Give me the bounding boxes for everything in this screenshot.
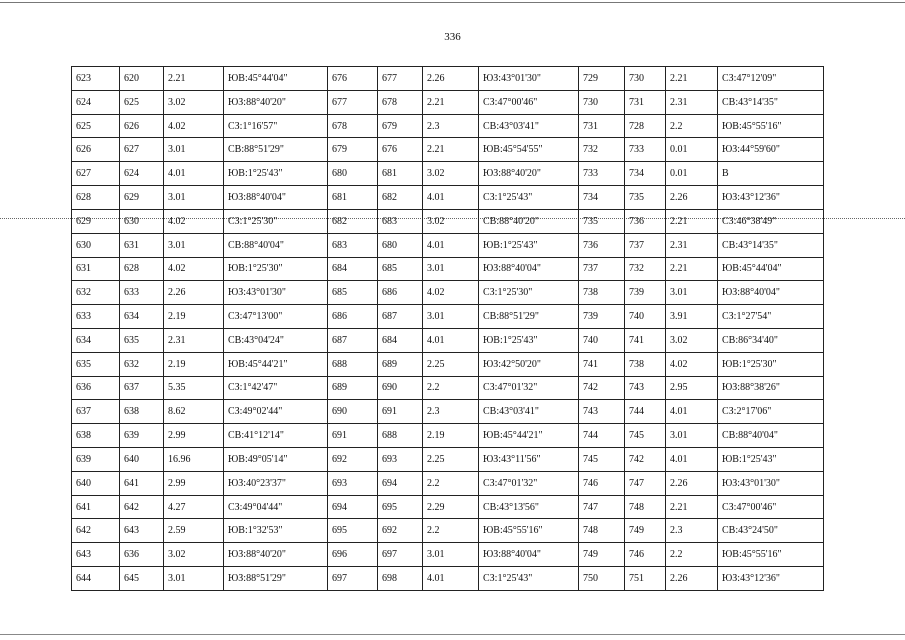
table-row — [72, 257, 824, 281]
table-cell: ЮЗ:43°11'56" — [479, 448, 579, 472]
table-cell: 626 — [120, 114, 164, 138]
table-cell: СЗ:2°17'06" — [718, 400, 824, 424]
table-cell: 728 — [625, 114, 666, 138]
table-cell: 683 — [328, 233, 378, 257]
table-cell: ЮЗ:43°01'30" — [479, 67, 579, 91]
table-cell: 3.01 — [666, 424, 718, 448]
table-cell: 4.01 — [666, 448, 718, 472]
table-cell: 2.99 — [164, 471, 224, 495]
table-cell: 4.02 — [423, 281, 479, 305]
table-cell: 3.01 — [164, 138, 224, 162]
table-cell: ЮЗ:88°51'29" — [224, 567, 328, 591]
page-number: 336 — [444, 31, 461, 43]
table-row — [72, 424, 824, 448]
table-cell: 731 — [579, 114, 625, 138]
table-cell: ЮВ:1°25'30" — [718, 352, 824, 376]
table-row — [72, 138, 824, 162]
table-cell: 637 — [120, 376, 164, 400]
table-cell: 678 — [328, 114, 378, 138]
table-cell: 634 — [120, 305, 164, 329]
table-cell: 644 — [72, 567, 120, 591]
table-cell: ЮВ:45°55'16" — [479, 519, 579, 543]
table-cell: 643 — [72, 543, 120, 567]
table-cell: 2.26 — [164, 281, 224, 305]
table-cell: 2.19 — [423, 424, 479, 448]
table-cell: СВ:88°40'04" — [224, 233, 328, 257]
table-cell: 4.02 — [164, 114, 224, 138]
table-cell: 695 — [328, 519, 378, 543]
table-cell: 3.01 — [164, 186, 224, 210]
table-cell: ЮЗ:88°40'04" — [479, 543, 579, 567]
table-cell: 683 — [378, 209, 423, 233]
table-cell: 642 — [120, 495, 164, 519]
table-cell: В — [718, 162, 824, 186]
table-cell: 3.01 — [666, 281, 718, 305]
table-cell: 738 — [625, 352, 666, 376]
table-cell: СЗ:1°25'43" — [479, 186, 579, 210]
table-cell: 747 — [625, 471, 666, 495]
table-cell: 4.02 — [164, 209, 224, 233]
table-cell: 635 — [120, 328, 164, 352]
table-cell: 2.21 — [164, 67, 224, 91]
table-row — [72, 305, 824, 329]
table-cell: СЗ:1°25'30" — [479, 281, 579, 305]
table-row — [72, 114, 824, 138]
table-cell: 2.21 — [666, 257, 718, 281]
table-cell: 744 — [625, 400, 666, 424]
table-cell: 692 — [328, 448, 378, 472]
table-cell: 16.96 — [164, 448, 224, 472]
table-cell: ЮВ:1°25'43" — [224, 162, 328, 186]
table-row — [72, 328, 824, 352]
table-cell: 677 — [378, 67, 423, 91]
table-cell: ЮЗ:42°50'20" — [479, 352, 579, 376]
table-cell: 734 — [625, 162, 666, 186]
table-cell: 741 — [579, 352, 625, 376]
table-cell: 0.01 — [666, 138, 718, 162]
table-cell: СЗ:47°12'09" — [718, 67, 824, 91]
table-cell: 687 — [378, 305, 423, 329]
table-cell: 750 — [579, 567, 625, 591]
table-cell: СВ:43°24'50" — [718, 519, 824, 543]
table-cell: СВ:43°14'35" — [718, 233, 824, 257]
table-cell: ЮВ:45°44'21" — [224, 352, 328, 376]
table-cell: 741 — [625, 328, 666, 352]
table-cell: СЗ:49°04'44" — [224, 495, 328, 519]
table-cell: ЮВ:1°25'43" — [718, 448, 824, 472]
table-row — [72, 495, 824, 519]
table-cell: 4.02 — [666, 352, 718, 376]
scan-bottom-edge — [0, 634, 905, 635]
table-cell: 681 — [328, 186, 378, 210]
table-cell: 2.26 — [423, 67, 479, 91]
table-cell: 733 — [579, 162, 625, 186]
table-cell: СЗ:1°25'30" — [224, 209, 328, 233]
table-cell: 690 — [378, 376, 423, 400]
table-cell: 686 — [328, 305, 378, 329]
table-cell: СЗ:47°13'00" — [224, 305, 328, 329]
table-cell: СВ:43°14'35" — [718, 90, 824, 114]
table-row — [72, 471, 824, 495]
table-cell: 687 — [328, 328, 378, 352]
table-cell: 4.01 — [423, 233, 479, 257]
table-cell: 697 — [328, 567, 378, 591]
table-cell: 4.01 — [666, 400, 718, 424]
table-cell: 2.31 — [666, 233, 718, 257]
table-cell: 0.01 — [666, 162, 718, 186]
table-cell: 639 — [72, 448, 120, 472]
table-cell: СВ:43°04'24" — [224, 328, 328, 352]
table-cell: 629 — [120, 186, 164, 210]
table-cell: 639 — [120, 424, 164, 448]
table-cell: 4.01 — [423, 567, 479, 591]
table-cell: ЮЗ:44°59'60" — [718, 138, 824, 162]
table-cell: 693 — [328, 471, 378, 495]
table-cell: 624 — [120, 162, 164, 186]
table-cell: 731 — [625, 90, 666, 114]
table-cell: 746 — [579, 471, 625, 495]
table-cell: 743 — [625, 376, 666, 400]
table-cell: 749 — [625, 519, 666, 543]
table-cell: 641 — [120, 471, 164, 495]
table-cell: 749 — [579, 543, 625, 567]
table-cell: 625 — [120, 90, 164, 114]
table-cell: 732 — [625, 257, 666, 281]
table-cell: ЮВ:1°25'43" — [479, 233, 579, 257]
table-cell: 637 — [72, 400, 120, 424]
table-cell: 2.26 — [666, 567, 718, 591]
table-cell: 2.3 — [666, 519, 718, 543]
table-cell: 684 — [378, 328, 423, 352]
table-cell: 2.21 — [423, 90, 479, 114]
table-cell: 640 — [72, 471, 120, 495]
table-cell: ЮВ:45°44'04" — [224, 67, 328, 91]
table-cell: 2.19 — [164, 305, 224, 329]
table-cell: 638 — [72, 424, 120, 448]
table-cell: ЮВ:1°25'43" — [479, 328, 579, 352]
table-cell: 730 — [625, 67, 666, 91]
table-cell: 698 — [378, 567, 423, 591]
table-cell: 631 — [72, 257, 120, 281]
table-cell: ЮВ:45°54'55" — [479, 138, 579, 162]
table-cell: 690 — [328, 400, 378, 424]
table-cell: 2.19 — [164, 352, 224, 376]
table-cell: 628 — [72, 186, 120, 210]
table-cell: 746 — [625, 543, 666, 567]
table-cell: 2.31 — [666, 90, 718, 114]
scan-top-edge — [0, 2, 905, 3]
table-row — [72, 376, 824, 400]
table-cell: СЗ:49°02'44" — [224, 400, 328, 424]
table-cell: СВ:43°13'56" — [479, 495, 579, 519]
table-cell: 4.01 — [423, 328, 479, 352]
table-cell: 729 — [579, 67, 625, 91]
table-cell: 739 — [625, 281, 666, 305]
table-cell: 745 — [625, 424, 666, 448]
table-cell: СЗ:47°00'46" — [718, 495, 824, 519]
table-cell: 742 — [579, 376, 625, 400]
table-cell: 694 — [378, 471, 423, 495]
table-cell: ЮЗ:43°01'30" — [224, 281, 328, 305]
table-cell: 2.31 — [164, 328, 224, 352]
table-cell: 2.2 — [666, 543, 718, 567]
table-cell: 2.2 — [423, 471, 479, 495]
table-cell: 624 — [72, 90, 120, 114]
table-row — [72, 209, 824, 233]
table-cell: 3.01 — [423, 257, 479, 281]
table-cell: 736 — [579, 233, 625, 257]
table-cell: 2.2 — [666, 114, 718, 138]
table-row — [72, 400, 824, 424]
table-row — [72, 352, 824, 376]
table-cell: 677 — [328, 90, 378, 114]
table-cell: СВ:88°51'29" — [224, 138, 328, 162]
table-cell: 628 — [120, 257, 164, 281]
table-cell: 633 — [120, 281, 164, 305]
table-cell: 2.95 — [666, 376, 718, 400]
table-cell: 626 — [72, 138, 120, 162]
table-cell: 3.02 — [164, 543, 224, 567]
table-cell: 4.27 — [164, 495, 224, 519]
table-cell: 734 — [579, 186, 625, 210]
table-cell: 3.91 — [666, 305, 718, 329]
table-cell: 3.01 — [164, 233, 224, 257]
table-cell: 3.02 — [164, 90, 224, 114]
table-cell: 744 — [579, 424, 625, 448]
table-row — [72, 186, 824, 210]
table-cell: 4.01 — [164, 162, 224, 186]
table-cell: 678 — [378, 90, 423, 114]
table-cell: ЮВ:1°32'53" — [224, 519, 328, 543]
table-cell: СЗ:47°01'32" — [479, 471, 579, 495]
table-cell: СЗ:47°01'32" — [479, 376, 579, 400]
table-cell: 630 — [72, 233, 120, 257]
table-body — [72, 67, 824, 591]
table-cell: 2.2 — [423, 519, 479, 543]
table-cell: 2.29 — [423, 495, 479, 519]
table-cell: 630 — [120, 209, 164, 233]
table-cell: СЗ:47°00'46" — [479, 90, 579, 114]
table-cell: 736 — [625, 209, 666, 233]
table-cell: 2.2 — [423, 376, 479, 400]
table-row — [72, 281, 824, 305]
table-cell: СВ:88°40'20" — [479, 209, 579, 233]
table-cell: 634 — [72, 328, 120, 352]
table-cell: 623 — [72, 67, 120, 91]
table-cell: ЮЗ:43°01'30" — [718, 471, 824, 495]
table-cell: 751 — [625, 567, 666, 591]
table-cell: 692 — [378, 519, 423, 543]
table-cell: СЗ:46°38'49" — [718, 209, 824, 233]
table-row — [72, 162, 824, 186]
table-cell: 642 — [72, 519, 120, 543]
table-cell: ЮЗ:88°40'04" — [479, 257, 579, 281]
table-cell: 676 — [328, 67, 378, 91]
table-cell: 4.01 — [423, 186, 479, 210]
table-cell: 681 — [378, 162, 423, 186]
table-cell: СВ:41°12'14" — [224, 424, 328, 448]
table-cell: ЮВ:45°44'04" — [718, 257, 824, 281]
table-cell: 3.01 — [423, 305, 479, 329]
table-cell: ЮВ:1°25'30" — [224, 257, 328, 281]
table-cell: 629 — [72, 209, 120, 233]
table-cell: 686 — [378, 281, 423, 305]
table-cell: 2.3 — [423, 114, 479, 138]
table-cell: 689 — [378, 352, 423, 376]
table-cell: ЮЗ:88°40'04" — [718, 281, 824, 305]
table-cell: СВ:88°51'29" — [479, 305, 579, 329]
table-cell: 2.21 — [666, 495, 718, 519]
table-cell: 684 — [328, 257, 378, 281]
table-cell: ЮЗ:88°40'20" — [479, 162, 579, 186]
table-cell: 4.02 — [164, 257, 224, 281]
table-cell: 739 — [579, 305, 625, 329]
table-row — [72, 67, 824, 91]
table-cell: 730 — [579, 90, 625, 114]
table-cell: 735 — [625, 186, 666, 210]
table-cell: 631 — [120, 233, 164, 257]
table-cell: ЮВ:45°44'21" — [479, 424, 579, 448]
table-cell: 635 — [72, 352, 120, 376]
table-cell: ЮЗ:40°23'37" — [224, 471, 328, 495]
coordinates-table — [71, 66, 824, 591]
table-row — [72, 543, 824, 567]
table-cell: СВ:43°03'41" — [479, 114, 579, 138]
table-cell: 627 — [72, 162, 120, 186]
table-cell: 2.21 — [666, 67, 718, 91]
table-cell: 688 — [328, 352, 378, 376]
table-cell: 627 — [120, 138, 164, 162]
table-cell: 738 — [579, 281, 625, 305]
table-cell: ЮЗ:43°12'36" — [718, 567, 824, 591]
table-cell: 2.26 — [666, 471, 718, 495]
table-cell: 742 — [625, 448, 666, 472]
table-cell: СВ:43°03'41" — [479, 400, 579, 424]
table-cell: 636 — [72, 376, 120, 400]
table-cell: 679 — [328, 138, 378, 162]
table-cell: 3.02 — [423, 162, 479, 186]
table-cell: 633 — [72, 305, 120, 329]
table-row — [72, 567, 824, 591]
table-cell: 2.59 — [164, 519, 224, 543]
table-cell: 747 — [579, 495, 625, 519]
table-cell: ЮЗ:88°40'20" — [224, 90, 328, 114]
table-cell: 2.3 — [423, 400, 479, 424]
table-cell: 737 — [625, 233, 666, 257]
table-cell: 641 — [72, 495, 120, 519]
table-cell: 748 — [579, 519, 625, 543]
table-cell: СЗ:1°42'47" — [224, 376, 328, 400]
table-cell: 2.25 — [423, 448, 479, 472]
table-cell: 638 — [120, 400, 164, 424]
table-cell: 735 — [579, 209, 625, 233]
table-row — [72, 448, 824, 472]
table-cell: 743 — [579, 400, 625, 424]
table-cell: 3.01 — [164, 567, 224, 591]
table-cell: СВ:86°34'40" — [718, 328, 824, 352]
table-cell: ЮВ:45°55'16" — [718, 543, 824, 567]
table-cell: СЗ:1°27'54" — [718, 305, 824, 329]
table-cell: 680 — [378, 233, 423, 257]
table-cell: 3.01 — [423, 543, 479, 567]
table-cell: 748 — [625, 495, 666, 519]
table-cell: 745 — [579, 448, 625, 472]
table-cell: СЗ:1°16'57" — [224, 114, 328, 138]
table-cell: 732 — [579, 138, 625, 162]
table-row — [72, 519, 824, 543]
table-cell: 632 — [72, 281, 120, 305]
table-row — [72, 233, 824, 257]
table-cell: 679 — [378, 114, 423, 138]
table-cell: 688 — [378, 424, 423, 448]
table-cell: ЮВ:45°55'16" — [718, 114, 824, 138]
table-cell: 691 — [378, 400, 423, 424]
table-row — [72, 90, 824, 114]
table-cell: 2.26 — [666, 186, 718, 210]
table-cell: 2.99 — [164, 424, 224, 448]
table-cell: 676 — [378, 138, 423, 162]
table-cell: 3.02 — [423, 209, 479, 233]
table-cell: 682 — [378, 186, 423, 210]
table-cell: 737 — [579, 257, 625, 281]
table-cell: 625 — [72, 114, 120, 138]
table-cell: 685 — [328, 281, 378, 305]
table-cell: ЮВ:49°05'14" — [224, 448, 328, 472]
table-cell: 689 — [328, 376, 378, 400]
table-cell: 696 — [328, 543, 378, 567]
table-cell: 685 — [378, 257, 423, 281]
table-cell: 697 — [378, 543, 423, 567]
table-cell: 694 — [328, 495, 378, 519]
table-cell: 8.62 — [164, 400, 224, 424]
table-cell: 640 — [120, 448, 164, 472]
table-cell: 2.21 — [666, 209, 718, 233]
table-cell: 643 — [120, 519, 164, 543]
table-cell: ЮЗ:88°38'26" — [718, 376, 824, 400]
table-cell: СВ:88°40'04" — [718, 424, 824, 448]
table-cell: 740 — [625, 305, 666, 329]
table-cell: 682 — [328, 209, 378, 233]
table-cell: 693 — [378, 448, 423, 472]
table-cell: 2.21 — [423, 138, 479, 162]
table-cell: ЮЗ:88°40'04" — [224, 186, 328, 210]
table-cell: 5.35 — [164, 376, 224, 400]
table-cell: 3.02 — [666, 328, 718, 352]
table-cell: 680 — [328, 162, 378, 186]
table-cell: СЗ:1°25'43" — [479, 567, 579, 591]
table-cell: 620 — [120, 67, 164, 91]
table-cell: 632 — [120, 352, 164, 376]
table-cell: 740 — [579, 328, 625, 352]
table-cell: ЮЗ:43°12'36" — [718, 186, 824, 210]
table-cell: 691 — [328, 424, 378, 448]
table-cell: 733 — [625, 138, 666, 162]
table-cell: 695 — [378, 495, 423, 519]
table-cell: 2.25 — [423, 352, 479, 376]
table-cell: 636 — [120, 543, 164, 567]
table-cell: 645 — [120, 567, 164, 591]
table-cell: ЮЗ:88°40'20" — [224, 543, 328, 567]
